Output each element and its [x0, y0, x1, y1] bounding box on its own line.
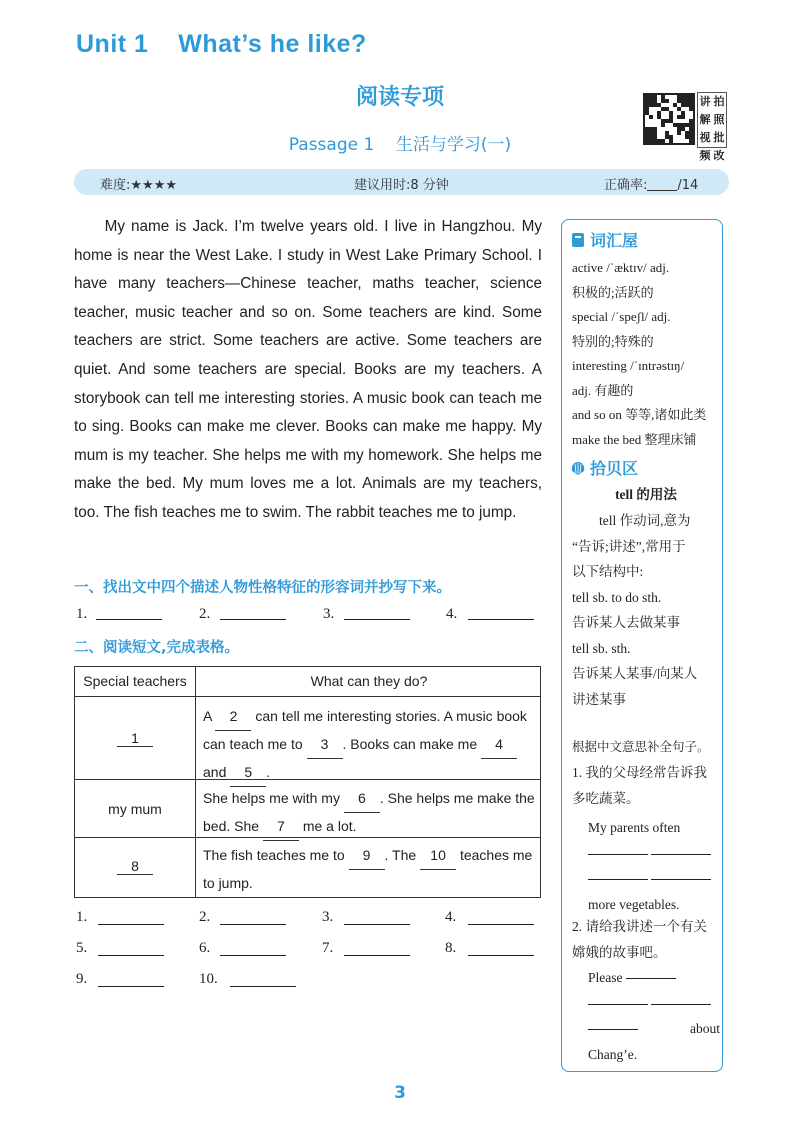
qr-label-char: 照 — [713, 113, 725, 126]
blank-number: 9. — [76, 971, 88, 987]
answer-blank[interactable]: 7 — [263, 813, 299, 841]
practice-blank-line — [572, 841, 720, 867]
usage-line: tell 作动词,意为 — [599, 513, 691, 528]
qr-label — [697, 92, 727, 162]
answer-blank[interactable] — [588, 1004, 648, 1005]
difficulty-rating: 难度:★★★★ — [100, 178, 177, 193]
answer-blank[interactable] — [344, 911, 410, 925]
qr-module — [669, 139, 673, 143]
vocab-line: interesting /ˈɪntrəstɪŋ/ — [572, 358, 685, 373]
qr-label-char: 改 — [713, 149, 725, 162]
answer-blank[interactable] — [651, 879, 711, 880]
shell-icon — [570, 460, 586, 476]
qr-label-char: 拍 — [713, 95, 725, 108]
answer-blank[interactable] — [98, 911, 164, 925]
qr-label-char: 视 — [699, 131, 711, 144]
qr-label-char: 批 — [713, 131, 725, 144]
answer-table — [74, 666, 541, 898]
practice-en-line — [572, 1016, 720, 1042]
vocab-line: make the bed 整理床铺 — [572, 431, 697, 447]
practice-blank-line — [572, 991, 720, 1017]
qr-label-char: 频 — [699, 149, 711, 162]
table-row-teacher: my mum — [108, 801, 162, 817]
table-divider — [195, 667, 196, 897]
qr-label-char: 讲 — [699, 95, 711, 108]
answer-blank[interactable] — [98, 973, 164, 987]
row-text: me a lot. — [298, 818, 357, 834]
qr-module — [649, 115, 653, 119]
answer-blank[interactable] — [344, 606, 410, 620]
answer-blank[interactable] — [651, 854, 711, 855]
vocab-line: 积极的;活跃的 — [572, 284, 654, 300]
row-text: . The — [384, 847, 421, 863]
row-text: . Books can make me — [342, 736, 482, 752]
qr-code-icon[interactable] — [643, 93, 695, 145]
shell-heading — [570, 456, 638, 479]
table-header-teachers: Special teachers — [83, 673, 187, 689]
table-row-abilities — [203, 785, 537, 841]
suggested-time: 建议用时:8 分钟 — [354, 178, 449, 193]
row-text: can tell me interesting stories. A music book can teach me to — [203, 708, 527, 752]
usage-line: tell sb. to do sth. — [572, 589, 662, 605]
vocab-title: 词汇屋 — [590, 231, 639, 250]
practice-heading: 根据中文意思补全句子。 — [572, 739, 710, 754]
answer-blank[interactable] — [230, 973, 296, 987]
exercise-1-heading: 一、找出文中四个描述人物性格特征的形容词并抄写下来。 — [74, 580, 451, 596]
practice-item-1 — [572, 760, 720, 917]
usage-line: “告诉;讲述”,常用于 — [572, 538, 686, 554]
accuracy-label: 正确率: — [604, 178, 648, 193]
section-title: 阅读专项 — [355, 85, 444, 110]
blank-number: 2. — [199, 909, 211, 925]
blank-number: 3. — [322, 909, 334, 925]
blank-number: 7. — [322, 940, 334, 956]
practice-en-start: My parents often — [588, 820, 681, 835]
practice-en-end: Chang’e. — [588, 1046, 638, 1062]
accuracy-blank[interactable] — [647, 179, 677, 191]
answer-blank[interactable] — [468, 606, 534, 620]
practice-en-start: Please — [588, 970, 623, 985]
usage-line: 以下结构中: — [572, 564, 644, 579]
row-text: . — [266, 764, 271, 780]
table-row-teacher — [75, 730, 195, 747]
vocab-heading — [570, 228, 638, 251]
answer-blank[interactable] — [468, 911, 534, 925]
row-text: and — [203, 764, 231, 780]
table-row-teacher — [75, 858, 195, 875]
usage-title — [572, 482, 720, 508]
blank-number: 10. — [199, 971, 218, 987]
blank-number: 2. — [199, 606, 211, 622]
vocab-line: active /ˈæktɪv/ adj. — [572, 260, 670, 275]
vocab-line: special /ˈspeʃl/ adj. — [572, 309, 671, 324]
usage-line: 告诉某人某事/向某人 — [572, 666, 698, 681]
answer-blank[interactable]: 3 — [307, 731, 343, 759]
vocab-line: and so on 等等,诸如此类 — [572, 407, 707, 422]
vocab-line: adj. 有趣的 — [572, 382, 634, 398]
accuracy-field — [604, 174, 698, 193]
blank-number: 6. — [199, 940, 211, 956]
usage-line: 讲述某事 — [572, 691, 626, 707]
table-row-abilities — [203, 842, 537, 897]
table-row-abilities — [203, 703, 537, 787]
sidebar-panel — [561, 219, 723, 1072]
practice-cn — [572, 914, 720, 965]
blank-number: 4. — [445, 909, 457, 925]
usage-text — [572, 508, 720, 712]
qr-module — [665, 99, 669, 103]
row-text: teaches me to jump. — [203, 847, 533, 891]
answer-blank[interactable] — [588, 854, 648, 855]
row-text: The fish teaches me to — [203, 847, 349, 863]
answer-blank[interactable] — [626, 978, 676, 979]
answer-blank[interactable] — [468, 942, 534, 956]
blank-number: 1. — [76, 606, 88, 622]
qr-module — [677, 131, 681, 135]
table-divider — [75, 696, 540, 697]
qr-module — [681, 115, 685, 119]
usage-title-text: tell 的用法 — [615, 487, 677, 502]
qr-module — [689, 107, 693, 111]
practice-en-mid: about — [690, 1021, 720, 1036]
blank-number: 4. — [446, 606, 458, 622]
blank-number: 5. — [76, 940, 88, 956]
blank-number: 8. — [445, 940, 457, 956]
answer-blank[interactable] — [98, 942, 164, 956]
answer-blank[interactable]: 1 — [117, 730, 153, 747]
table-header-abilities: What can they do? — [310, 673, 428, 689]
practice-num: 2. — [572, 919, 583, 934]
qr-label-char: 解 — [699, 113, 711, 126]
answer-blank[interactable]: 9 — [349, 842, 385, 870]
unit-title: Unit 1 What’s he like? — [76, 30, 367, 58]
blank-number: 3. — [323, 606, 335, 622]
row-text: . She helps me make the bed. She — [203, 790, 535, 834]
answer-blank[interactable] — [220, 606, 286, 620]
answer-blank[interactable]: 5 — [230, 759, 266, 787]
qr-module — [661, 123, 665, 127]
practice-blank-line — [572, 866, 720, 892]
answer-blank[interactable] — [651, 1004, 711, 1005]
exercise-2-heading: 二、阅读短文,完成表格。 — [74, 640, 240, 656]
info-bar — [74, 169, 729, 195]
answer-blank[interactable] — [588, 879, 648, 880]
vocab-list — [572, 256, 720, 452]
answer-blank[interactable] — [588, 1029, 638, 1030]
answer-blank[interactable]: 10 — [420, 842, 456, 870]
book-icon — [570, 232, 586, 248]
answer-blank[interactable] — [96, 606, 162, 620]
passage-title: Passage 1 生活与学习(一) — [288, 135, 512, 155]
practice-cn-text: 我的父母经常告诉我多吃蔬菜。 — [572, 765, 707, 806]
answer-blank[interactable] — [220, 911, 286, 925]
practice-num: 1. — [572, 765, 583, 780]
qr-module — [689, 139, 693, 143]
practice-en-line — [572, 965, 720, 991]
practice-item-2 — [572, 914, 720, 1067]
answer-blank[interactable]: 8 — [117, 858, 153, 875]
reading-passage: My name is Jack. I’m twelve years old. I live in Hangzhou. My home is near the West Lake. I study in West Lake Primary School. I have many teachers—Chinese teacher, maths teacher, science teacher, music teacher and so on. Some teachers are kind. Some teachers are strict. Some teachers are active. Some teachers are quiet. And some teachers are special. Books are my teachers. A storybook can tell me interesting stories. A music book can teach me to sing. Books can make me clever. Books can make me happy. My mum is my teacher. She helps me with my homework. She helps me make the bed. My mum loves me a lot. Animals are my teachers, too. The fish teaches me to swim. The rabbit teaches me to jump. — [74, 218, 542, 521]
answer-blank[interactable]: 4 — [481, 731, 517, 759]
answer-blank[interactable] — [344, 942, 410, 956]
practice-en-end: more vegetables. — [588, 896, 680, 912]
shell-title: 拾贝区 — [590, 459, 639, 478]
page-number: 3 — [394, 1083, 406, 1103]
row-text: She helps me with my — [203, 790, 344, 806]
blank-number: 1. — [76, 909, 88, 925]
row-text: A — [203, 708, 216, 724]
practice-cn-text: 请给我讲述一个有关嫦娥的故事吧。 — [572, 919, 707, 960]
usage-line: 告诉某人去做某事 — [572, 615, 680, 630]
qr-module — [661, 139, 665, 143]
practice-cn — [572, 760, 720, 811]
usage-line: tell sb. sth. — [572, 640, 631, 656]
answer-blank[interactable]: 6 — [344, 785, 380, 813]
answer-blank[interactable]: 2 — [215, 703, 251, 731]
accuracy-total: /14 — [677, 178, 699, 193]
vocab-line: 特别的;特殊的 — [572, 333, 654, 349]
answer-blank[interactable] — [220, 942, 286, 956]
